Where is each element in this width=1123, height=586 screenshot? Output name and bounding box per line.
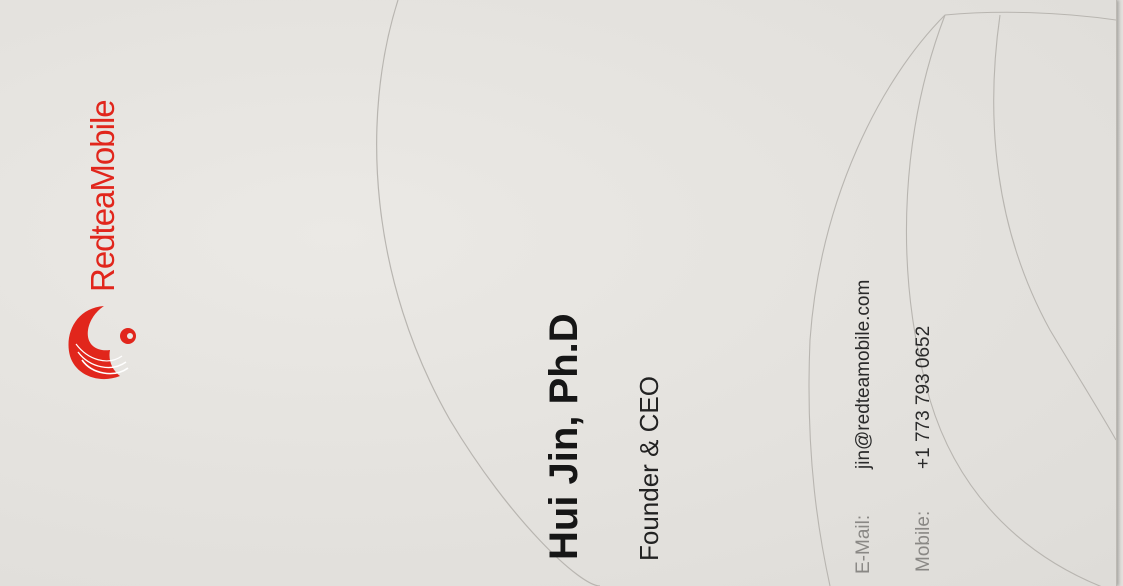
job-title: Founder & CEO (634, 376, 664, 561)
mobile-label: Mobile: (913, 510, 934, 572)
email-value: jin@redteamobile.com (853, 279, 874, 469)
person-name: Hui Jin, Ph.D (542, 313, 586, 560)
redtea-swirl-logo-icon (62, 300, 146, 386)
email-label: E-Mail: (853, 514, 874, 574)
curve-arc-top (945, 12, 1116, 20)
curve-arc-outer (994, 15, 1116, 440)
curve-arc-inner (809, 15, 945, 586)
curve-arc-middle (906, 15, 1110, 586)
brand-name: RedteaMobile (84, 100, 121, 292)
mobile-value: +1 773 793 0652 (913, 325, 934, 469)
